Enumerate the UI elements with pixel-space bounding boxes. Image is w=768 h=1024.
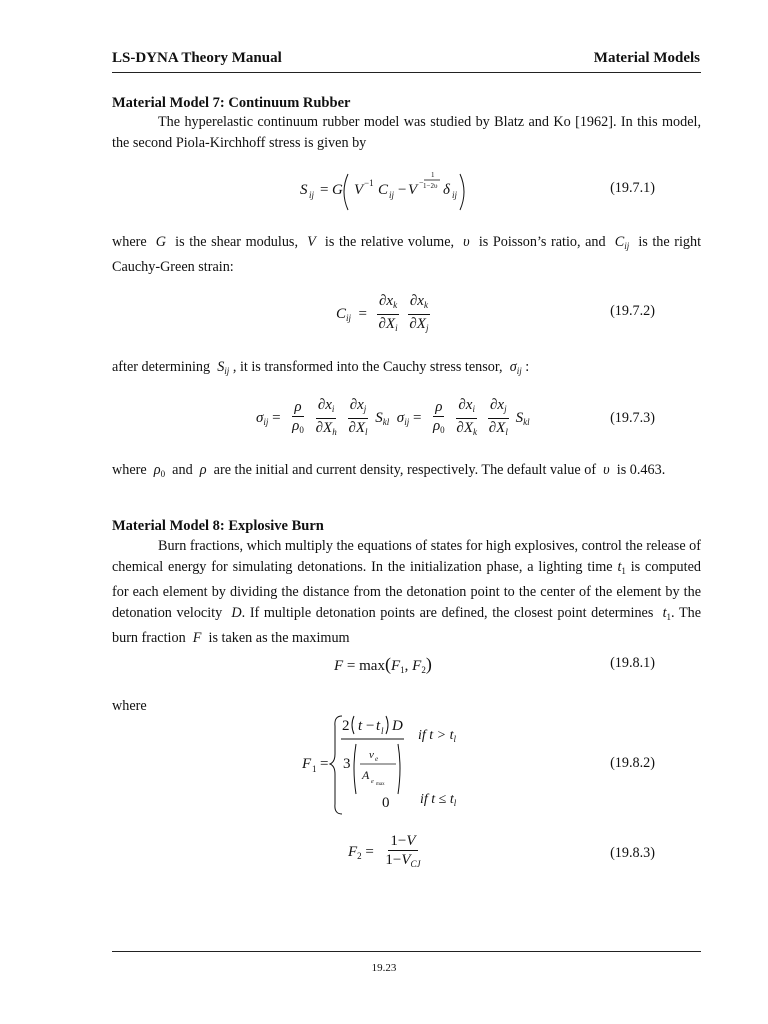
- density-text: and: [172, 462, 193, 478]
- svg-text:C: C: [378, 182, 389, 198]
- equation-number-19-8-1: (19.8.1): [610, 655, 655, 671]
- svg-text:t: t: [358, 718, 363, 734]
- running-header-title: LS-DYNA Theory Manual: [112, 50, 282, 66]
- footer-rule: [112, 951, 701, 952]
- svg-text:D: D: [392, 718, 403, 734]
- svg-text:V: V: [354, 182, 364, 198]
- condition-le-text: if t ≤ t: [420, 792, 454, 807]
- svg-text:−: −: [419, 178, 424, 187]
- equation-number-19-8-2: (19.8.2): [610, 755, 655, 771]
- svg-text:V: V: [408, 182, 418, 198]
- where-text: is Poisson’s ratio, and: [478, 234, 606, 250]
- svg-text:A: A: [362, 768, 370, 782]
- where-text: is the: [638, 234, 670, 250]
- equation-19-7-1: [300, 170, 480, 219]
- svg-text:−: −: [366, 718, 375, 734]
- after-text: after determining: [112, 359, 211, 375]
- after-text: :: [525, 359, 530, 375]
- where-text: right Cauchy-Green strain:: [112, 234, 702, 275]
- model-7-intro-text: The hyperelastic continuum rubber model was studied by Blatz and Ko [1962]. In this model, the second Piola-Kirchhoff stress is given by: [112, 114, 701, 151]
- equation-number-19-7-1: (19.7.1): [610, 180, 655, 196]
- equation-19-7-2: $C_{ij}$ = $\frac{\partial x_k}{\partial X_i}$ $\frac{\partial x_k}{\partial X_j}$: [336, 293, 429, 333]
- svg-text:1: 1: [431, 171, 435, 179]
- svg-text:1−2υ: 1−2υ: [423, 182, 438, 190]
- equation-19-8-1: $F = \max(F_1$, $F_2$): [334, 654, 432, 675]
- equation-number-19-7-3: (19.7.3): [610, 410, 655, 426]
- svg-text:ij: ij: [452, 190, 458, 200]
- svg-text:v: v: [369, 749, 374, 761]
- svg-text:−: −: [398, 182, 407, 198]
- where-text: is the relative volume,: [324, 234, 455, 250]
- running-header-section: Material Models: [593, 50, 700, 66]
- svg-text:1: 1: [312, 764, 317, 774]
- equation-19-8-3: $F_2$ = $\frac{1-V}{1-V_{CJ}}$: [348, 833, 421, 869]
- model-8-text: is taken as the maximum: [208, 630, 350, 646]
- svg-text:0: 0: [382, 795, 390, 811]
- equation-19-7-3: $\sigma_{ij}$ = $\frac{\rho}{\rho_0}$ $\frac{\partial x_i}{\partial X_h}$ $\frac{\partial x_j}{\partial X_l}$ $S_{kl}$ $\sigma_{ij}$ = $\frac{\rho}{\rho_0}$ $\frac{\partial x_i}{\partial X_k}$ $\frac{\partial x_j}{\partial X_l}$ $S_{kl}$: [256, 397, 530, 437]
- condition-gt: if $t > t_l$: [418, 728, 457, 744]
- where-label: where: [112, 698, 147, 714]
- model-8-text: Burn fractions, which multiply the equations of states for high explosives, control the release of chemical energy for simulating detonations. In the initialization phase, a lighting time: [112, 538, 701, 575]
- svg-text:δ: δ: [443, 182, 450, 198]
- model-7-where-paragraph: where G is the shear modulus, V is the relative volume, υ is Poisson’s ratio, and $C_{ij}$ is the right Cauchy-Green strain:: [112, 234, 702, 275]
- svg-text:G: G: [332, 182, 343, 198]
- model-8-text: . If multiple detonation points are defined, the closest point determines: [241, 605, 654, 621]
- equation-19-7-1-graphic: [300, 170, 480, 214]
- condition-gt-text: if t > t: [418, 728, 454, 743]
- density-text: 0.463.: [629, 462, 666, 478]
- svg-text:=: =: [320, 756, 329, 772]
- after-text: , it is transformed into the Cauchy stress tensor,: [232, 359, 503, 375]
- svg-text:=: =: [320, 182, 329, 198]
- model-8-text: . The burn fraction: [112, 605, 702, 646]
- page-number: 19.23: [371, 962, 397, 974]
- where-text: is the shear modulus,: [175, 234, 298, 250]
- svg-text:ij: ij: [389, 190, 395, 200]
- model-8-paragraph: Burn fractions, which multiply the equations of states for high explosives, control the release of chemical energy for simulating detonations. In the initialization phase, a lighting time $t_1$ is computed for each element by dividing the distance from the detonation point to the center of the element by the detonation velocity D. If multiple detonation points are defined, the closest point determines $t_1$. The burn fraction F is taken as the maximum: [112, 538, 702, 646]
- equation-number-19-8-3: (19.8.3): [610, 845, 655, 861]
- svg-text:l: l: [381, 726, 384, 736]
- model-8-text: is computed for each element by dividing the distance from the detonation point to the center of the element by the detonation velocity: [112, 559, 701, 621]
- model-7-density-paragraph: where $\rho_0$ and ρ are the initial and current density, respectively. The default value of υ is 0.463.: [112, 462, 666, 479]
- svg-text:e: e: [375, 755, 379, 763]
- svg-text:F: F: [302, 756, 312, 772]
- model-7-intro-paragraph: [112, 112, 701, 154]
- density-text: where: [112, 462, 147, 478]
- svg-text:max: max: [376, 782, 385, 787]
- header-rule: [112, 72, 701, 73]
- svg-text:ij: ij: [309, 190, 315, 200]
- equation-19-8-2-graphic: [302, 712, 502, 816]
- density-text: are the initial and current density, respectively. The default value of: [213, 462, 597, 478]
- section-heading-model-8: Material Model 8: Explosive Burn: [112, 518, 324, 534]
- model-7-after-paragraph: after determining $S_{ij}$ , it is transformed into the Cauchy stress tensor, $\sigma_{ij}$ :: [112, 359, 530, 376]
- equation-number-19-7-2: (19.7.2): [610, 303, 655, 319]
- svg-text:−1: −1: [364, 178, 374, 188]
- svg-text:S: S: [300, 182, 308, 198]
- svg-text:e: e: [371, 779, 374, 785]
- svg-text:3: 3: [343, 756, 351, 772]
- svg-text:2: 2: [342, 718, 350, 734]
- section-heading-model-7: Material Model 7: Continuum Rubber: [112, 95, 351, 111]
- where-text: where: [112, 234, 147, 250]
- svg-text:t: t: [376, 718, 381, 734]
- equation-19-8-2: [302, 712, 502, 816]
- density-text: is: [616, 462, 627, 478]
- condition-le: if $t \le t_l$: [420, 792, 457, 808]
